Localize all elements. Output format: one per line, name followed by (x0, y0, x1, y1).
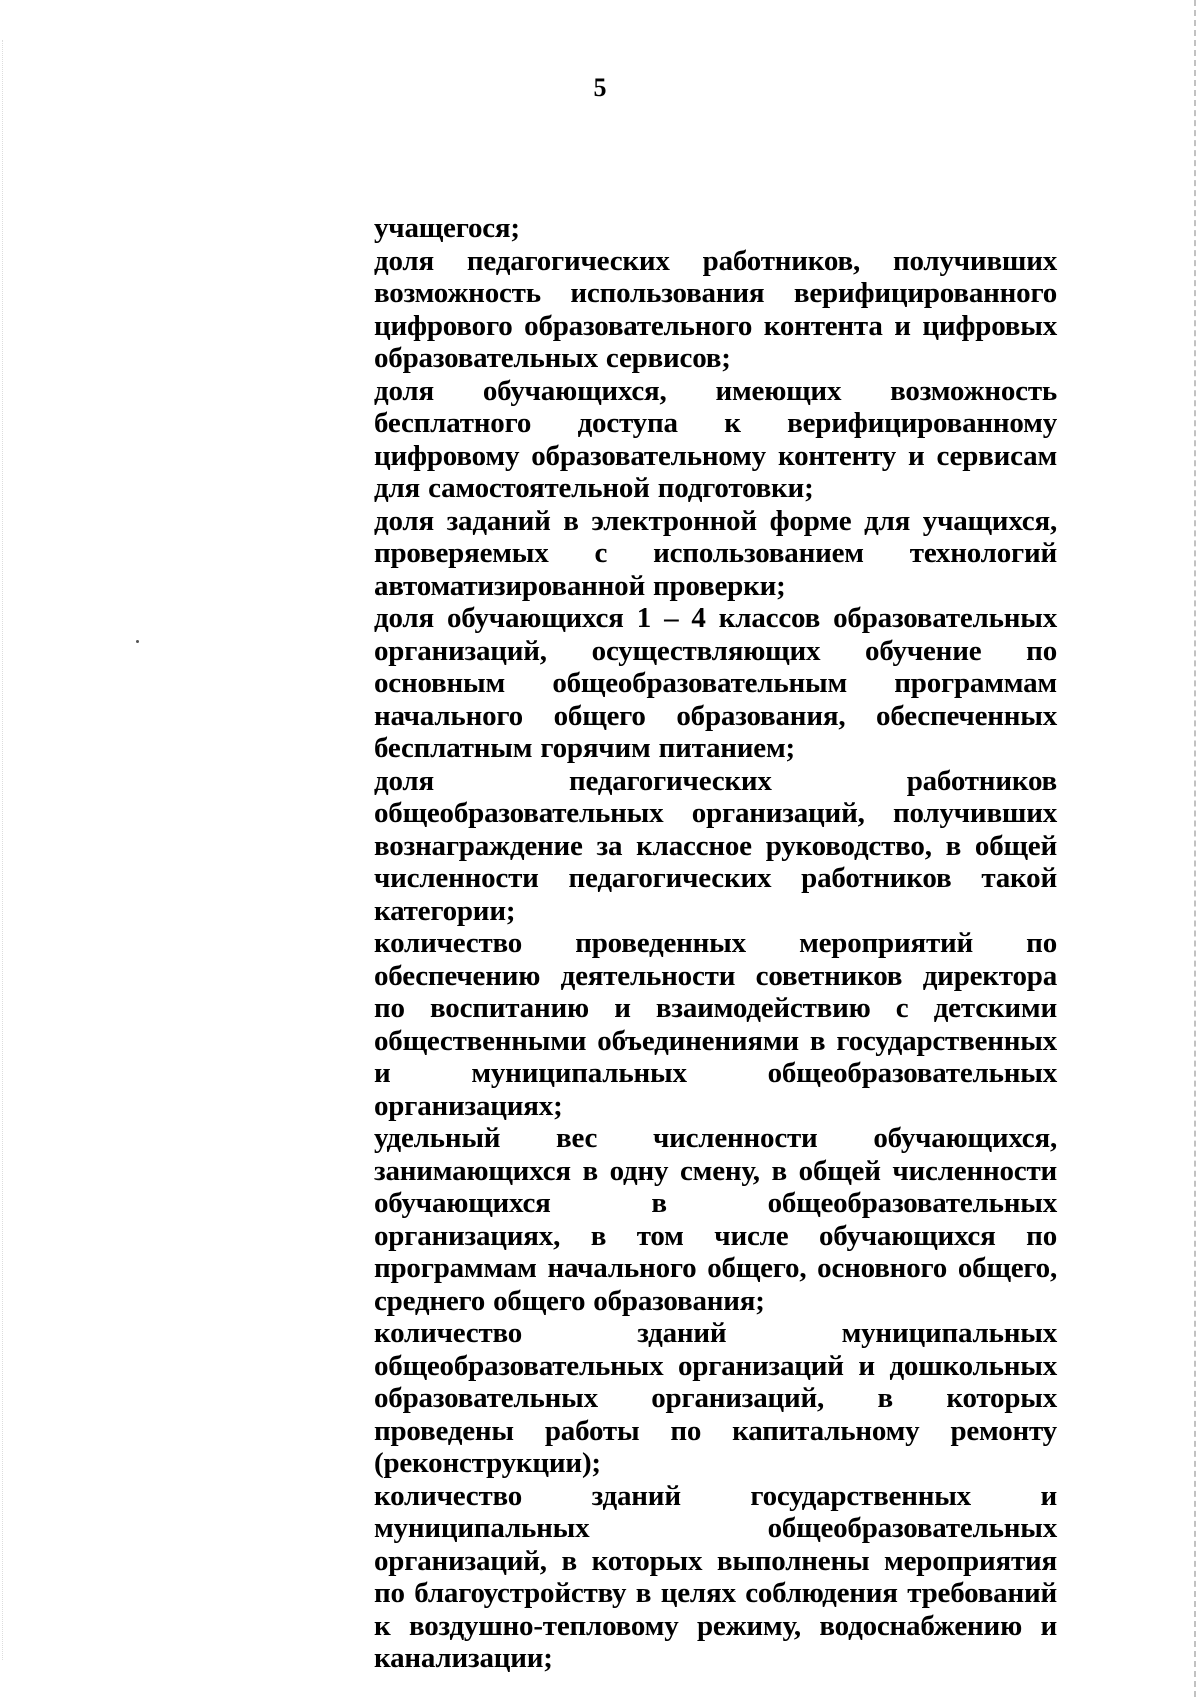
paragraph-7: количество проведенных мероприятий по обеспечению деятельности советников директора по воспитанию и взаимодействию с детскими общественными объединениями в государственных и муниципальных общеобразовательных организациях; (374, 927, 1057, 1122)
scan-left-edge (2, 40, 4, 1660)
scan-speck (136, 640, 139, 643)
paragraph-8: удельный вес численности обучающихся, занимающихся в одну смену, в общей численности обучающихся в общеобразовательных организациях, в том числе обучающихся по программам начального общего, основного общего, среднего общего образования; (374, 1122, 1057, 1317)
document-body (374, 212, 1057, 1675)
paragraph-10: количество зданий государственных и муниципальных общеобразовательных организаций, в которых выполнены мероприятия по благоустройству в целях соблюдения требований к воздушно-тепловому режиму, водоснабжению и канализации; (374, 1479, 1057, 1674)
paragraph-5: доля обучающихся 1 – 4 классов образовательных организаций, осуществляющих обучение по основным общеобразовательным программам начального общего образования, обеспеченных бесплатным горячим питанием; (374, 602, 1057, 764)
paragraph-1: учащегося; (374, 212, 520, 244)
paragraph-9: количество зданий муниципальных общеобразовательных организаций и дошкольных образовательных организаций, в которых проведены работы по капитальному ремонту (реконструкции); (374, 1317, 1057, 1479)
page-number: 5 (593, 73, 607, 102)
scan-right-edge (1192, 0, 1196, 1697)
paragraph-3: доля обучающихся, имеющих возможность бесплатного доступа к верифицированному цифровому образовательному контенту и сервисам для самостоятельной подготовки; (374, 374, 1057, 504)
paragraph-4: доля заданий в электронной форме для учащихся, проверяемых с использованием технологий автоматизированной проверки; (374, 504, 1057, 602)
paragraph-6: доля педагогических работников общеобразовательных организаций, получивших вознаграждение за классное руководство, в общей численности педагогических работников такой категории; (374, 764, 1057, 927)
paragraph-2: доля педагогических работников, получивших возможность использования верифицированного цифрового образовательного контента и цифровых образовательных сервисов; (374, 244, 1057, 374)
